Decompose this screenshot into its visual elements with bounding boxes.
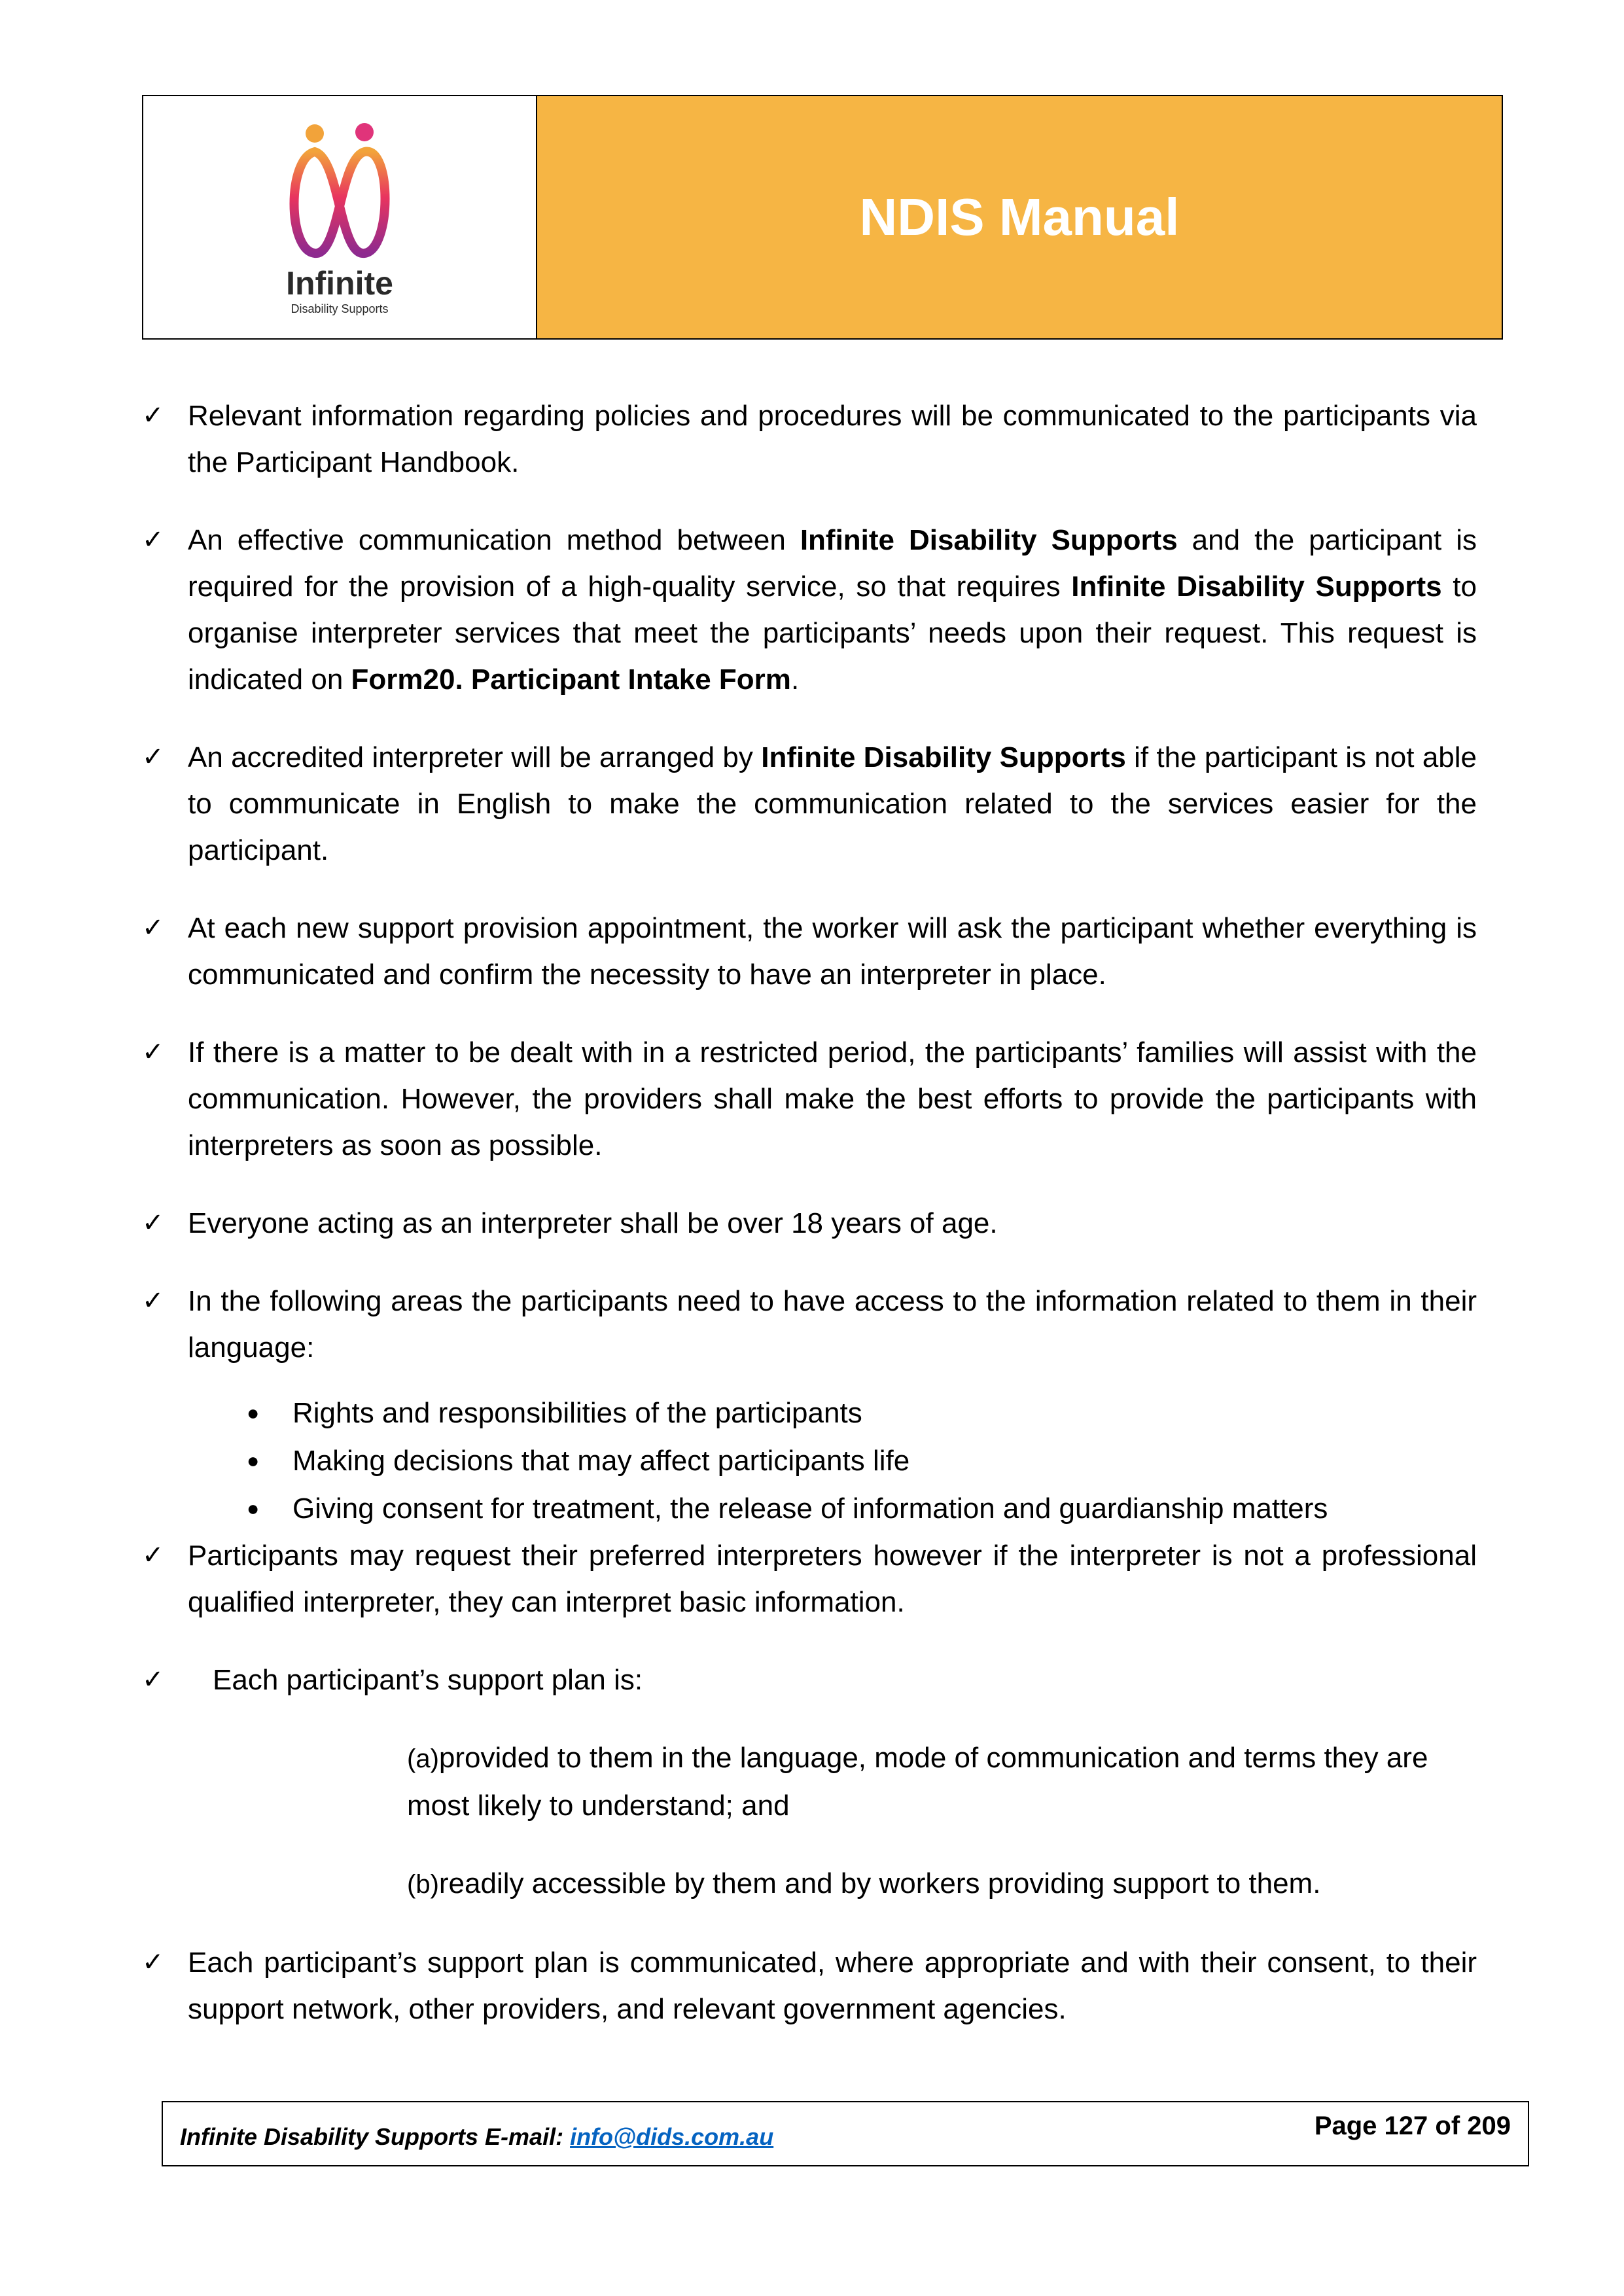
header <box>142 95 1503 340</box>
form-reference: Form20. Participant Intake Form <box>351 663 791 696</box>
bullet-icon: ● <box>247 1496 260 1520</box>
item-text: Everyone acting as an interpreter shall be over 18 years of age. <box>188 1207 998 1239</box>
plan-point <box>142 1735 1480 1829</box>
list-item <box>142 1532 1477 1625</box>
company-logo <box>274 119 405 316</box>
plan-point-tag: (b) <box>407 1870 439 1899</box>
list-item <box>142 1278 1477 1371</box>
infinity-people-logo-icon <box>274 119 405 270</box>
checkmark-icon: ✓ <box>142 1037 164 1067</box>
plan-point-tag: (a) <box>407 1744 439 1773</box>
page-number: Page 127 of 209 <box>1314 2111 1511 2140</box>
checkmark-icon: ✓ <box>142 1540 164 1570</box>
checkmark-icon: ✓ <box>142 1286 164 1316</box>
item-text: Each participant’s support plan is: <box>213 1664 643 1696</box>
sub-bullet-item: ● Making decisions that may affect participants life <box>292 1437 1503 1485</box>
list-item <box>142 1939 1477 2032</box>
checkmark-icon: ✓ <box>142 742 164 772</box>
list-item <box>142 517 1477 703</box>
item-text: At each new support provision appointment, the worker will ask the participant whether everything is communicated and confirm the necessity to have an interpreter in place. <box>188 912 1477 991</box>
sub-bullet-list <box>142 1389 1503 1532</box>
title-cell <box>537 96 1502 338</box>
footer-label: Infinite Disability Supports E-mail: <box>180 2123 571 2150</box>
company-name: Infinite Disability Supports <box>1071 571 1442 603</box>
list-item <box>142 393 1477 486</box>
checkmark-icon: ✓ <box>142 400 164 431</box>
plan-point-text: readily accessible by them and by workers providing support to them. <box>438 1867 1321 1899</box>
item-text: . <box>790 663 800 696</box>
sub-bullet-item: ● Giving consent for treatment, the release of information and guardianship matters <box>292 1485 1503 1532</box>
plan-point <box>142 1860 1480 1908</box>
list-item <box>142 1200 1477 1246</box>
item-text: Each participant’s support plan is communicated, where appropriate and with their consent, to their support network, other providers, and relevant government agencies. <box>188 1947 1477 2025</box>
content <box>142 393 1503 2064</box>
logo-word: Infinite <box>286 264 393 302</box>
item-text: In the following areas the participants need to have access to the information related to them in their language: <box>188 1285 1477 1364</box>
item-text: Participants may request their preferred interpreters however if the interpreter is not a professional qualified interpreter, they can interpret basic information. <box>188 1540 1477 1618</box>
item-text: to organise interpreter services that meet the participants’ needs upon their request. This request is indicated on <box>188 571 1477 696</box>
item-text: and the participant is required for the provision of a high-quality service, so that requires <box>188 524 1477 603</box>
page-title: NDIS Manual <box>859 188 1180 246</box>
list-item <box>142 734 1477 874</box>
item-text: Relevant information regarding policies and procedures will be communicated to the participants via the Participant Handbook. <box>188 400 1477 478</box>
list-item <box>142 905 1477 998</box>
checkmark-icon: ✓ <box>142 525 164 555</box>
bullet-icon: ● <box>247 1401 260 1424</box>
sub-bullet-item: ● Rights and responsibilities of the participants <box>292 1389 1503 1437</box>
company-name: Infinite Disability Supports <box>800 524 1178 556</box>
checkmark-icon: ✓ <box>142 1665 164 1695</box>
item-text: An effective communication method between <box>188 524 800 556</box>
list-item <box>142 1029 1477 1169</box>
checkmark-icon: ✓ <box>142 913 164 943</box>
bullet-icon: ● <box>247 1449 260 1472</box>
email-link[interactable]: info@dids.com.au <box>570 2123 774 2150</box>
plan-point-text: provided to them in the language, mode of communication and terms they are most likely to understand; and <box>407 1742 1428 1822</box>
footer <box>162 2101 1529 2166</box>
item-text: if the participant is not able to communicate in English to make the communication related to the services easier for the participant. <box>188 741 1477 866</box>
logo-cell <box>143 96 537 338</box>
item-text: If there is a matter to be dealt with in a restricted period, the participants’ families will assist with the communication. However, the providers shall make the best efforts to provide the participants with interpreters as soon as possible. <box>188 1036 1477 1161</box>
checkmark-icon: ✓ <box>142 1208 164 1238</box>
checkmark-icon: ✓ <box>142 1947 164 1977</box>
company-name: Infinite Disability Supports <box>761 741 1126 773</box>
list-item <box>142 1657 1477 1703</box>
item-text: An accredited interpreter will be arranged by <box>188 741 762 773</box>
logo-subtitle: Disability Supports <box>291 302 389 315</box>
footer-contact <box>180 2123 773 2151</box>
